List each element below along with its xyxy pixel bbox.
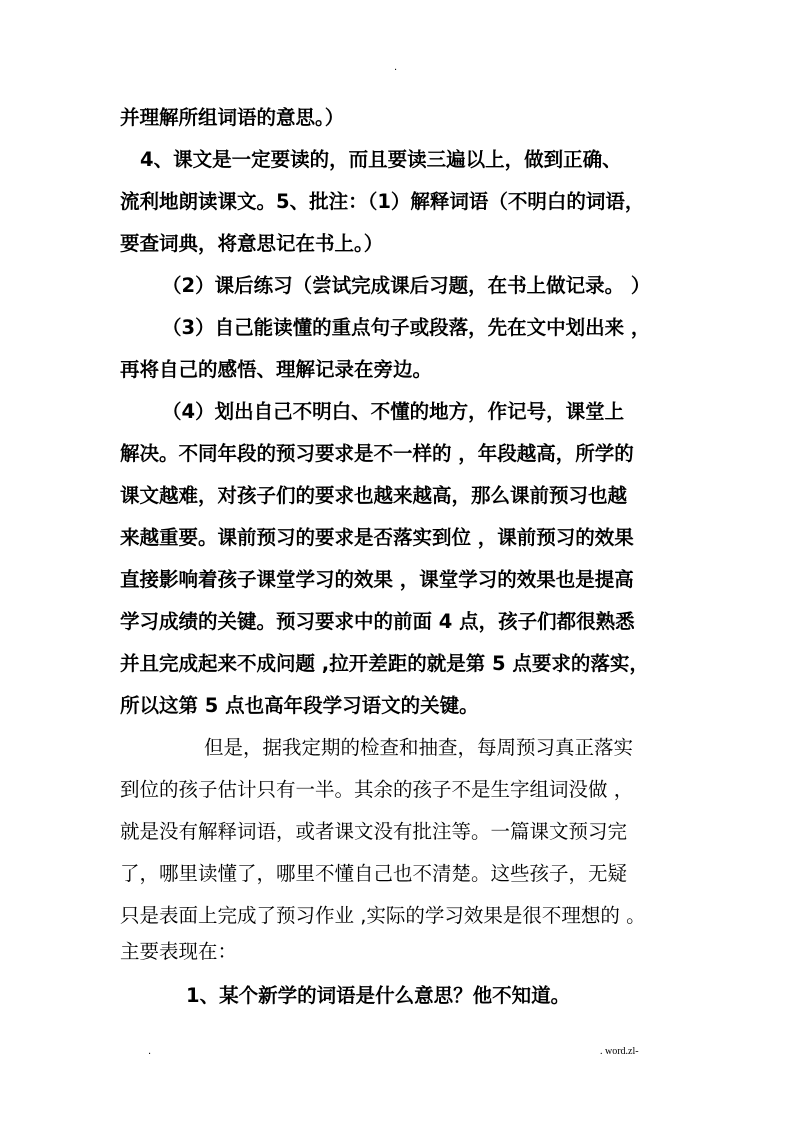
- text-line: 直接影响着孩子课堂学习的效果 ，课堂学习的效果也是提高: [120, 568, 634, 591]
- text-line: （3）自己能读懂的重点句子或段落，先在文中划出来 ，: [162, 316, 651, 339]
- text-line: 所以这第 5 点也高年段学习语文的关键。: [120, 694, 479, 717]
- footer-dot: .: [148, 1046, 152, 1057]
- text-line: 再将自己的感悟、理解记录在旁边。: [120, 358, 433, 381]
- text-line: 到位的孩子估计只有一半。其余的孩子不是生字组词没做 ，: [120, 778, 634, 801]
- text-line: 4、课文是一定要读的，而且要读三遍以上，做到正确、: [140, 148, 622, 171]
- text-line: 来越重要。课前预习的要求是否落实到位 ，课前预习的效果: [120, 526, 634, 549]
- text-line: （2）课后练习（尝试完成课后习题，在书上做记录。 ）: [162, 274, 651, 297]
- text-line: 1、某个新学的词语是什么意思？他不知道。: [186, 984, 571, 1007]
- text-line: （4）划出自己不明白、不懂的地方，作记号，课堂上: [162, 400, 625, 423]
- text-line: 学习成绩的关键。预习要求中的前面 4 点，孩子们都很熟悉: [120, 610, 635, 633]
- text-line: 了，哪里读懂了，哪里不懂自己也不清楚。这些孩子，无疑: [120, 862, 628, 885]
- text-line: 流利地朗读课文。5、批注：（1）解释词语（不明白的词语，: [120, 190, 645, 213]
- text-line: 并理解所组词语的意思。）: [120, 106, 345, 129]
- text-line: 解决。不同年段的预习要求是不一样的 ，年段越高，所学的: [120, 442, 634, 465]
- text-line: 主要表现在：: [120, 940, 238, 963]
- text-line: 但是，据我定期的检查和抽查，每周预习真正落实: [204, 736, 634, 759]
- text-line: 要查词典，将意思记在书上。）: [120, 232, 384, 255]
- text-line: 就是没有解释词语，或者课文没有批注等。一篇课文预习完: [120, 820, 628, 843]
- footer-text: . word.zl-: [600, 1046, 639, 1057]
- text-line: 课文越难，对孩子们的要求也越来越高，那么课前预习也越: [120, 484, 628, 507]
- text-line: 只是表面上完成了预习作业 ,实际的学习效果是很不理想的 。: [120, 904, 646, 927]
- text-line: 并且完成起来不成问题 ,拉开差距的就是第 5 点要求的落实，: [120, 652, 649, 675]
- page-header-mark: .: [394, 62, 398, 73]
